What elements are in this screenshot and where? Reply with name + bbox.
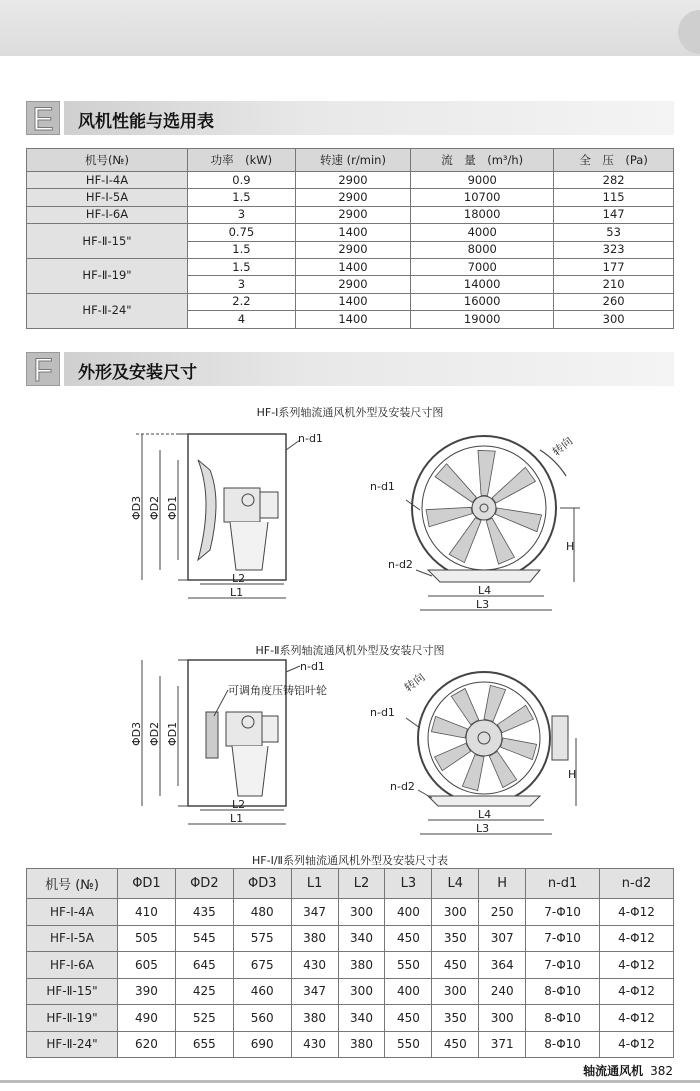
drawing1 bbox=[0, 420, 700, 630]
value-cell: 550 bbox=[385, 1031, 432, 1058]
label-l2: L2 bbox=[232, 798, 246, 811]
value-cell: 115 bbox=[554, 189, 674, 206]
value-cell: 675 bbox=[233, 952, 291, 979]
label-nd1: n-d1 bbox=[300, 660, 325, 673]
value-cell: 380 bbox=[338, 1031, 385, 1058]
value-cell: 1.5 bbox=[188, 189, 296, 206]
header-cell: L3 bbox=[385, 869, 432, 899]
fan-blade bbox=[495, 508, 541, 532]
header-cell: H bbox=[479, 869, 526, 899]
value-cell: 0.75 bbox=[188, 224, 296, 241]
label-l2: L2 bbox=[232, 572, 246, 585]
value-cell: 400 bbox=[385, 899, 432, 926]
header-cell: 功率 (kW) bbox=[188, 149, 296, 172]
section-e-header bbox=[26, 101, 674, 135]
value-cell: 371 bbox=[479, 1031, 526, 1058]
value-cell: 605 bbox=[118, 952, 176, 979]
value-cell: 2900 bbox=[295, 189, 410, 206]
fan-blade bbox=[478, 450, 495, 495]
fan-blade bbox=[489, 751, 516, 787]
value-cell: 410 bbox=[118, 899, 176, 926]
page-number: 382 bbox=[650, 1064, 673, 1078]
value-cell: 1400 bbox=[295, 258, 410, 275]
value-cell: 8-Φ10 bbox=[526, 1031, 600, 1058]
section-title: 风机性能与选用表 bbox=[78, 112, 214, 132]
value-cell: 3 bbox=[188, 276, 296, 293]
value-cell: 2.2 bbox=[188, 293, 296, 310]
header-cell: L4 bbox=[432, 869, 479, 899]
value-cell: 350 bbox=[432, 925, 479, 952]
label-nd2: n-d2 bbox=[388, 558, 413, 571]
fan-blade bbox=[492, 467, 535, 503]
value-cell: 1.5 bbox=[188, 258, 296, 275]
section-title: 外形及安装尺寸 bbox=[78, 363, 197, 383]
value-cell: 4-Φ12 bbox=[600, 952, 674, 979]
value-cell: 19000 bbox=[411, 311, 554, 328]
model-cell: HF-Ⅱ-19" bbox=[27, 258, 188, 293]
value-cell: 4-Φ12 bbox=[600, 1005, 674, 1032]
value-cell: 490 bbox=[118, 1005, 176, 1032]
value-cell: 307 bbox=[479, 925, 526, 952]
fan-blade bbox=[426, 507, 472, 526]
table-row bbox=[27, 293, 674, 310]
header-cell: 机号 (№) bbox=[27, 869, 118, 899]
value-cell: 450 bbox=[432, 1031, 479, 1058]
value-cell: 450 bbox=[432, 952, 479, 979]
value-cell: 460 bbox=[233, 978, 291, 1005]
table-row bbox=[27, 1031, 674, 1058]
drawing1-caption: HF-Ⅰ系列轴流通风机外型及安装尺寸图 bbox=[256, 406, 444, 419]
label-l4: L4 bbox=[478, 808, 492, 821]
label-h: H bbox=[568, 768, 577, 781]
value-cell: 300 bbox=[554, 311, 674, 328]
value-cell: 2900 bbox=[295, 276, 410, 293]
model-cell: HF-Ⅰ-4A bbox=[27, 899, 118, 926]
value-cell: 4-Φ12 bbox=[600, 925, 674, 952]
value-cell: 340 bbox=[338, 1005, 385, 1032]
value-cell: 282 bbox=[554, 172, 674, 189]
dimensions-table bbox=[26, 868, 674, 1058]
motor-shape bbox=[224, 488, 260, 522]
value-cell: 300 bbox=[338, 978, 385, 1005]
label-d3: ΦD3 bbox=[130, 721, 143, 746]
value-cell: 435 bbox=[175, 899, 233, 926]
value-cell: 300 bbox=[479, 1005, 526, 1032]
value-cell: 380 bbox=[291, 925, 338, 952]
value-cell: 545 bbox=[175, 925, 233, 952]
label-d1: ΦD1 bbox=[166, 721, 179, 746]
fan-blade bbox=[501, 738, 537, 760]
table-row bbox=[27, 189, 674, 206]
value-cell: 4-Φ12 bbox=[600, 978, 674, 1005]
value-cell: 340 bbox=[338, 925, 385, 952]
section-letter: F bbox=[26, 352, 60, 386]
table-header-row bbox=[27, 869, 674, 899]
value-cell: 505 bbox=[118, 925, 176, 952]
label-h: H bbox=[566, 540, 575, 553]
table-row bbox=[27, 172, 674, 189]
value-cell: 620 bbox=[118, 1031, 176, 1058]
label-rotation: 转向 bbox=[402, 670, 428, 695]
fan-blade bbox=[449, 518, 481, 563]
value-cell: 14000 bbox=[411, 276, 554, 293]
value-cell: 4-Φ12 bbox=[600, 899, 674, 926]
value-cell: 7000 bbox=[411, 258, 554, 275]
value-cell: 390 bbox=[118, 978, 176, 1005]
value-cell: 380 bbox=[291, 1005, 338, 1032]
value-cell: 7-Φ10 bbox=[526, 952, 600, 979]
dims-table-caption: HF-Ⅰ/Ⅱ系列轴流通风机外型及安装尺寸表 bbox=[252, 854, 448, 867]
fan-blade bbox=[435, 464, 476, 503]
value-cell: 4 bbox=[188, 311, 296, 328]
model-cell: HF-Ⅰ-5A bbox=[27, 925, 118, 952]
table-row bbox=[27, 258, 674, 275]
label-nd2: n-d2 bbox=[390, 780, 415, 793]
value-cell: 364 bbox=[479, 952, 526, 979]
header-cell: 流 量 (m³/h) bbox=[411, 149, 554, 172]
value-cell: 53 bbox=[554, 224, 674, 241]
value-cell: 2900 bbox=[295, 172, 410, 189]
model-cell: HF-Ⅱ-15" bbox=[27, 978, 118, 1005]
value-cell: 4-Φ12 bbox=[600, 1031, 674, 1058]
header-cell: 转速 (r/min) bbox=[295, 149, 410, 172]
header-cell: ΦD3 bbox=[233, 869, 291, 899]
fan-blade bbox=[434, 743, 470, 770]
value-cell: 16000 bbox=[411, 293, 554, 310]
fan-blade bbox=[484, 685, 506, 721]
header-cell: n-d2 bbox=[600, 869, 674, 899]
label-d1: ΦD1 bbox=[166, 495, 179, 520]
value-cell: 210 bbox=[554, 276, 674, 293]
value-cell: 645 bbox=[175, 952, 233, 979]
model-cell: HF-Ⅰ-4A bbox=[27, 172, 188, 189]
table-row bbox=[27, 978, 674, 1005]
value-cell: 300 bbox=[432, 899, 479, 926]
model-cell: HF-Ⅱ-15" bbox=[27, 224, 188, 259]
value-cell: 260 bbox=[554, 293, 674, 310]
value-cell: 8-Φ10 bbox=[526, 1005, 600, 1032]
label-nd1-front: n-d1 bbox=[370, 706, 395, 719]
model-cell: HF-Ⅱ-24" bbox=[27, 1031, 118, 1058]
footer-title: 轴流通风机 bbox=[583, 1064, 644, 1078]
value-cell: 1400 bbox=[295, 311, 410, 328]
table-row bbox=[27, 952, 674, 979]
value-cell: 1.5 bbox=[188, 241, 296, 258]
value-cell: 4000 bbox=[411, 224, 554, 241]
value-cell: 430 bbox=[291, 1031, 338, 1058]
value-cell: 177 bbox=[554, 258, 674, 275]
header-cell: L1 bbox=[291, 869, 338, 899]
table-row bbox=[27, 1005, 674, 1032]
performance-table bbox=[26, 148, 674, 329]
value-cell: 10700 bbox=[411, 189, 554, 206]
fan-blade bbox=[462, 755, 484, 791]
value-cell: 550 bbox=[385, 952, 432, 979]
value-cell: 2900 bbox=[295, 206, 410, 223]
model-cell: HF-Ⅰ-6A bbox=[27, 206, 188, 223]
header-cell: 全 压 (Pa) bbox=[554, 149, 674, 172]
value-cell: 7-Φ10 bbox=[526, 899, 600, 926]
model-cell: HF-Ⅱ-19" bbox=[27, 1005, 118, 1032]
value-cell: 347 bbox=[291, 899, 338, 926]
label-l3: L3 bbox=[476, 598, 490, 611]
label-l1: L1 bbox=[230, 812, 244, 825]
header-cell: L2 bbox=[338, 869, 385, 899]
table-row bbox=[27, 206, 674, 223]
fan-blade bbox=[497, 705, 533, 732]
value-cell: 3 bbox=[188, 206, 296, 223]
value-cell: 430 bbox=[291, 952, 338, 979]
value-cell: 450 bbox=[385, 1005, 432, 1032]
top-banner bbox=[0, 0, 700, 56]
label-impeller-note: 可调角度压铸铝叶轮 bbox=[228, 684, 327, 697]
value-cell: 1400 bbox=[295, 224, 410, 241]
value-cell: 8-Φ10 bbox=[526, 978, 600, 1005]
value-cell: 250 bbox=[479, 899, 526, 926]
footer bbox=[583, 1062, 676, 1079]
fan-blade bbox=[451, 688, 478, 724]
value-cell: 480 bbox=[233, 899, 291, 926]
table-row bbox=[27, 224, 674, 241]
header-cell: ΦD2 bbox=[175, 869, 233, 899]
label-nd1: n-d1 bbox=[298, 432, 323, 445]
model-cell: HF-Ⅰ-5A bbox=[27, 189, 188, 206]
table-row bbox=[27, 899, 674, 926]
fan-blade bbox=[431, 716, 467, 738]
value-cell: 560 bbox=[233, 1005, 291, 1032]
value-cell: 240 bbox=[479, 978, 526, 1005]
value-cell: 690 bbox=[233, 1031, 291, 1058]
value-cell: 18000 bbox=[411, 206, 554, 223]
value-cell: 147 bbox=[554, 206, 674, 223]
label-l3: L3 bbox=[476, 822, 490, 835]
value-cell: 575 bbox=[233, 925, 291, 952]
header-cell: ΦD1 bbox=[118, 869, 176, 899]
value-cell: 2900 bbox=[295, 241, 410, 258]
label-l4: L4 bbox=[478, 584, 492, 597]
drawing2-caption: HF-Ⅱ系列轴流通风机外型及安装尺寸图 bbox=[255, 644, 445, 657]
label-rotation: 转向 bbox=[550, 434, 576, 459]
value-cell: 347 bbox=[291, 978, 338, 1005]
label-d2: ΦD2 bbox=[148, 495, 161, 520]
value-cell: 450 bbox=[385, 925, 432, 952]
value-cell: 7-Φ10 bbox=[526, 925, 600, 952]
drawing2 bbox=[0, 656, 700, 848]
value-cell: 0.9 bbox=[188, 172, 296, 189]
section-f-header bbox=[26, 352, 674, 386]
value-cell: 525 bbox=[175, 1005, 233, 1032]
value-cell: 300 bbox=[432, 978, 479, 1005]
header-cell: 机号(№) bbox=[27, 149, 188, 172]
value-cell: 323 bbox=[554, 241, 674, 258]
value-cell: 1400 bbox=[295, 293, 410, 310]
label-nd1-front: n-d1 bbox=[370, 480, 395, 493]
model-cell: HF-Ⅱ-24" bbox=[27, 293, 188, 328]
value-cell: 380 bbox=[338, 952, 385, 979]
model-cell: HF-Ⅰ-6A bbox=[27, 952, 118, 979]
value-cell: 655 bbox=[175, 1031, 233, 1058]
value-cell: 9000 bbox=[411, 172, 554, 189]
label-d2: ΦD2 bbox=[148, 721, 161, 746]
label-d3: ΦD3 bbox=[130, 495, 143, 520]
value-cell: 8000 bbox=[411, 241, 554, 258]
fan-blade bbox=[486, 518, 514, 564]
footer-line bbox=[0, 1080, 700, 1083]
table-row bbox=[27, 925, 674, 952]
value-cell: 425 bbox=[175, 978, 233, 1005]
value-cell: 350 bbox=[432, 1005, 479, 1032]
header-cell: n-d1 bbox=[526, 869, 600, 899]
section-letter: E bbox=[26, 101, 60, 135]
value-cell: 300 bbox=[338, 899, 385, 926]
label-l1: L1 bbox=[230, 586, 244, 599]
table-header-row bbox=[27, 149, 674, 172]
value-cell: 400 bbox=[385, 978, 432, 1005]
